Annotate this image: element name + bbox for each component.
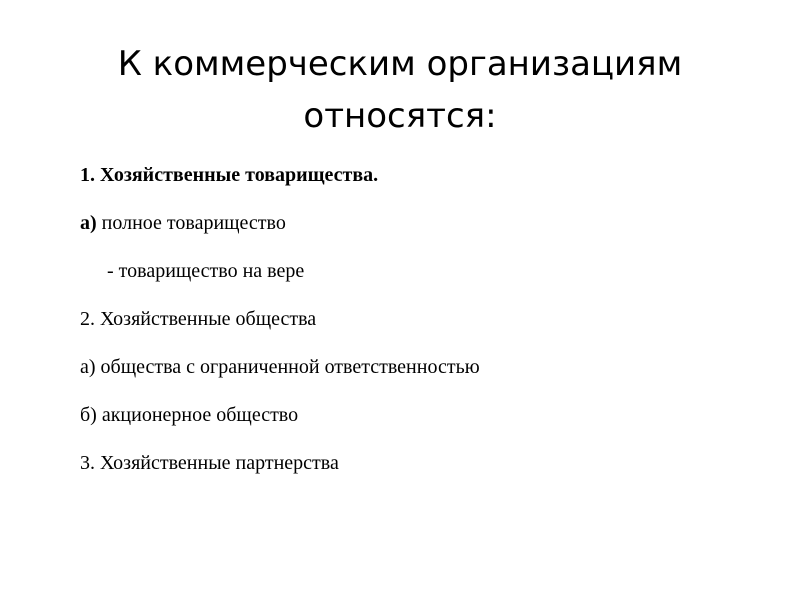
list-item-prefix: а) bbox=[80, 212, 97, 234]
list-item-llc: а) общества с ограниченной ответственностью bbox=[80, 356, 480, 378]
slide-body bbox=[80, 160, 740, 496]
slide-title bbox=[60, 38, 740, 142]
list-item-heading-partnerships-economic: 3. Хозяйственные партнерства bbox=[80, 452, 339, 474]
title-line-1: К коммерческим организациям bbox=[117, 44, 683, 84]
title-line-2: относятся: bbox=[303, 96, 497, 136]
list-item-heading-partnerships: 1. Хозяйственные товарищества. bbox=[80, 164, 379, 186]
list-item-heading-companies: 2. Хозяйственные общества bbox=[80, 308, 317, 330]
list-item-full-partnership bbox=[80, 208, 740, 256]
list-item-label: полное товарищество bbox=[96, 212, 286, 234]
list-item-joint-stock: б) акционерное общество bbox=[80, 404, 299, 426]
list-item-limited-partnership: - товарищество на вере bbox=[107, 260, 305, 282]
